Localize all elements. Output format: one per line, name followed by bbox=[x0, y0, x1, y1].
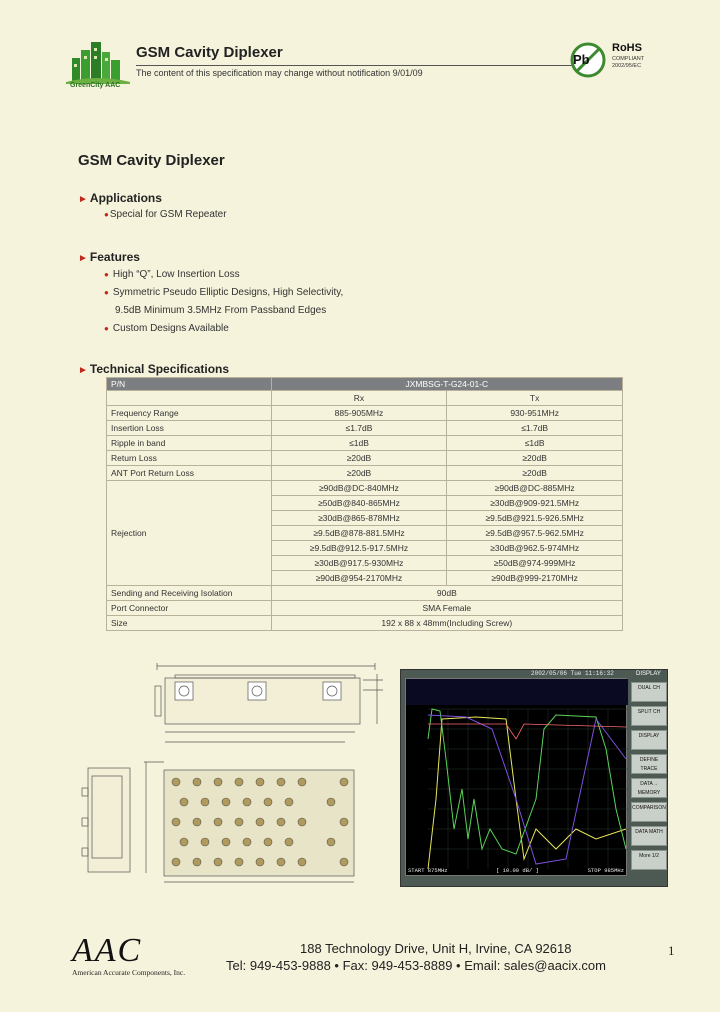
analyzer-date: 2002/05/06 Tue 11:16:32 bbox=[531, 670, 614, 677]
rx-rejection: ≥9.5dB@878-881.5MHz bbox=[271, 526, 447, 541]
merged-value: 192 x 88 x 48mm(Including Screw) bbox=[271, 616, 622, 631]
top-view-drawing bbox=[145, 660, 390, 750]
bullet-icon: ● bbox=[104, 210, 109, 219]
features-heading-text: Features bbox=[89, 250, 140, 264]
col-tx: Tx bbox=[447, 391, 623, 406]
cavity-hole bbox=[277, 818, 285, 826]
header-divider bbox=[136, 65, 572, 66]
table-row bbox=[107, 481, 623, 496]
cavity-hole bbox=[264, 798, 272, 806]
table-row bbox=[107, 601, 623, 616]
cavity-hole bbox=[327, 798, 335, 806]
row-label: Insertion Loss bbox=[107, 421, 272, 436]
merged-value: SMA Female bbox=[271, 601, 622, 616]
analyzer-softkey: DATA→ MEMORY bbox=[631, 778, 667, 798]
header-note: The content of this specification may change without notification 9/01/09 bbox=[136, 68, 423, 78]
rx-value: ≥20dB bbox=[271, 466, 447, 481]
table-row bbox=[107, 466, 623, 481]
cavity-hole bbox=[214, 778, 222, 786]
cavity-hole bbox=[180, 798, 188, 806]
cavity-hole bbox=[277, 778, 285, 786]
cavity-hole bbox=[193, 858, 201, 866]
triangle-right-icon: ► bbox=[78, 365, 88, 376]
feature-item bbox=[104, 323, 229, 334]
cavity-hole bbox=[201, 838, 209, 846]
cavity-hole bbox=[172, 818, 180, 826]
cavity-hole bbox=[222, 838, 230, 846]
rx-rejection: ≥50dB@840-865MHz bbox=[271, 496, 447, 511]
tx-value: 930-951MHz bbox=[447, 406, 623, 421]
footer-logo: AAC bbox=[72, 932, 143, 969]
analyzer-softkey: SPLIT CH bbox=[631, 706, 667, 726]
analyzer-trace-plot bbox=[406, 679, 628, 877]
tx-rejection: ≥90dB@999-2170MHz bbox=[447, 571, 623, 586]
cavity-hole bbox=[340, 818, 348, 826]
cavity-hole bbox=[264, 838, 272, 846]
analyzer-softkeys bbox=[631, 682, 667, 874]
row-label: Sending and Receiving Isolation bbox=[107, 586, 272, 601]
company-logo bbox=[64, 36, 134, 92]
cavity-hole bbox=[235, 778, 243, 786]
cavity-hole bbox=[243, 838, 251, 846]
tx-value: ≤1.7dB bbox=[447, 421, 623, 436]
cavity-hole bbox=[285, 798, 293, 806]
analyzer-softkey: COMPARISON bbox=[631, 802, 667, 822]
rejection-label: Rejection bbox=[107, 481, 272, 586]
pn-label: P/N bbox=[107, 378, 272, 391]
tx-value: ≥20dB bbox=[447, 466, 623, 481]
cavity-hole bbox=[180, 838, 188, 846]
cavity-hole bbox=[172, 858, 180, 866]
cavity-hole bbox=[214, 818, 222, 826]
row-label: Ripple in band bbox=[107, 436, 272, 451]
rx-rejection: ≥90dB@DC-840MHz bbox=[271, 481, 447, 496]
cavity-hole bbox=[235, 818, 243, 826]
rohs-code: 2002/95/EC bbox=[612, 63, 642, 69]
rx-rejection: ≥9.5dB@912.5-917.5MHz bbox=[271, 541, 447, 556]
pb-symbol: Pb bbox=[573, 52, 590, 67]
tx-value: ≥20dB bbox=[447, 451, 623, 466]
applications-heading bbox=[78, 191, 162, 205]
table-row bbox=[107, 451, 623, 466]
analyzer-softkey: DISPLAY bbox=[631, 730, 667, 750]
rohs-compliant: COMPLIANT bbox=[612, 56, 645, 62]
analyzer-display-label: DISPLAY bbox=[636, 671, 661, 677]
tx-rejection: ≥9.5dB@957.5-962.5MHz bbox=[447, 526, 623, 541]
front-view-drawing bbox=[74, 758, 384, 888]
table-row bbox=[107, 406, 623, 421]
rohs-label: RoHS bbox=[612, 42, 642, 54]
tx-rejection: ≥9.5dB@921.5-926.5MHz bbox=[447, 511, 623, 526]
feature-item-text: High “Q”, Low Insertion Loss bbox=[112, 269, 240, 280]
col-rx: Rx bbox=[271, 391, 447, 406]
cavity-hole bbox=[298, 818, 306, 826]
analyzer-stop: STOP 985MHz bbox=[587, 867, 624, 874]
application-item bbox=[104, 209, 227, 220]
tx-rejection: ≥90dB@DC-885MHz bbox=[447, 481, 623, 496]
tx-rejection: ≥50dB@974-999MHz bbox=[447, 556, 623, 571]
table-row bbox=[107, 616, 623, 631]
row-label: Frequency Range bbox=[107, 406, 272, 421]
table-header-row bbox=[107, 378, 623, 391]
feature-item-text: Custom Designs Available bbox=[112, 323, 229, 334]
analyzer-softkey: DEFINE TRACE bbox=[631, 754, 667, 774]
row-label: ANT Port Return Loss bbox=[107, 466, 272, 481]
analyzer-start: START 875MHz bbox=[408, 867, 448, 874]
column-header-row bbox=[107, 391, 623, 406]
footer-address: 188 Technology Drive, Unit H, Irvine, CA 92618 bbox=[300, 941, 572, 956]
cavity-hole bbox=[327, 838, 335, 846]
analyzer-plot bbox=[405, 678, 627, 876]
tech-specs-heading-text: Technical Specifications bbox=[89, 362, 230, 376]
cavity-hole bbox=[193, 778, 201, 786]
footer-company: American Accurate Components, Inc. bbox=[72, 968, 186, 977]
feature-item bbox=[104, 269, 240, 280]
page-number: 1 bbox=[668, 943, 675, 958]
page-title: GSM Cavity Diplexer bbox=[78, 152, 225, 169]
row-label: Port Connector bbox=[107, 601, 272, 616]
tx-rejection: ≥30dB@909-921.5MHz bbox=[447, 496, 623, 511]
applications-heading-text: Applications bbox=[89, 191, 162, 205]
rx-rejection: ≥90dB@954-2170MHz bbox=[271, 571, 447, 586]
analyzer-softkey: More 1/2 bbox=[631, 850, 667, 870]
features-heading bbox=[78, 250, 140, 264]
cavity-hole bbox=[256, 818, 264, 826]
header-title: GSM Cavity Diplexer bbox=[136, 44, 283, 61]
rx-value: ≤1.7dB bbox=[271, 421, 447, 436]
tech-specs-heading bbox=[78, 362, 229, 376]
cavity-hole bbox=[298, 778, 306, 786]
analyzer-softkey: DATA MATH bbox=[631, 826, 667, 846]
row-label: Return Loss bbox=[107, 451, 272, 466]
cavity-hole bbox=[277, 858, 285, 866]
cavity-hole bbox=[172, 778, 180, 786]
triangle-right-icon: ► bbox=[78, 194, 88, 205]
table-row bbox=[107, 421, 623, 436]
cavity-hole bbox=[235, 858, 243, 866]
merged-value: 90dB bbox=[271, 586, 622, 601]
logo-text: GreenCity AAC bbox=[70, 82, 121, 89]
analyzer-scale: [ 10.00 dB/ ] bbox=[496, 867, 539, 874]
row-label: Size bbox=[107, 616, 272, 631]
table-row bbox=[107, 436, 623, 451]
cavity-hole bbox=[285, 838, 293, 846]
rx-rejection: ≥30dB@917.5-930MHz bbox=[271, 556, 447, 571]
pn-value: JXMBSG-T-G24-01-C bbox=[271, 378, 622, 391]
cavity-hole bbox=[340, 778, 348, 786]
cavity-hole bbox=[201, 798, 209, 806]
tx-value: ≤1dB bbox=[447, 436, 623, 451]
cavity-hole bbox=[243, 798, 251, 806]
application-item-text: Special for GSM Repeater bbox=[109, 209, 227, 220]
cavity-hole bbox=[214, 858, 222, 866]
table-row bbox=[107, 586, 623, 601]
spec-table bbox=[106, 377, 623, 631]
rx-value: ≥20dB bbox=[271, 451, 447, 466]
feature-item-continued: 9.5dB Minimum 3.5MHz From Passband Edges bbox=[115, 305, 327, 316]
cavity-hole bbox=[340, 858, 348, 866]
cavity-hole bbox=[298, 858, 306, 866]
rx-value: 885-905MHz bbox=[271, 406, 447, 421]
rohs-badge bbox=[568, 38, 652, 82]
triangle-right-icon: ► bbox=[78, 253, 88, 264]
analyzer-softkey: DUAL CH bbox=[631, 682, 667, 702]
rx-rejection: ≥30dB@865-878MHz bbox=[271, 511, 447, 526]
bullet-icon: ● bbox=[104, 288, 109, 297]
footer-contact: Tel: 949-453-9888 • Fax: 949-453-8889 • Email: sales@aacix.com bbox=[226, 958, 606, 973]
cavity-hole bbox=[256, 858, 264, 866]
feature-item bbox=[104, 287, 343, 298]
bullet-icon: ● bbox=[104, 270, 109, 279]
cavity-hole bbox=[193, 818, 201, 826]
cavity-hole bbox=[256, 778, 264, 786]
network-analyzer-screenshot bbox=[400, 669, 668, 887]
rx-value: ≤1dB bbox=[271, 436, 447, 451]
tx-rejection: ≥30dB@962.5-974MHz bbox=[447, 541, 623, 556]
cavity-hole bbox=[222, 798, 230, 806]
feature-item-text: Symmetric Pseudo Elliptic Designs, High Selectivity, bbox=[112, 287, 344, 298]
bullet-icon: ● bbox=[104, 324, 109, 333]
empty-cell bbox=[107, 391, 272, 406]
